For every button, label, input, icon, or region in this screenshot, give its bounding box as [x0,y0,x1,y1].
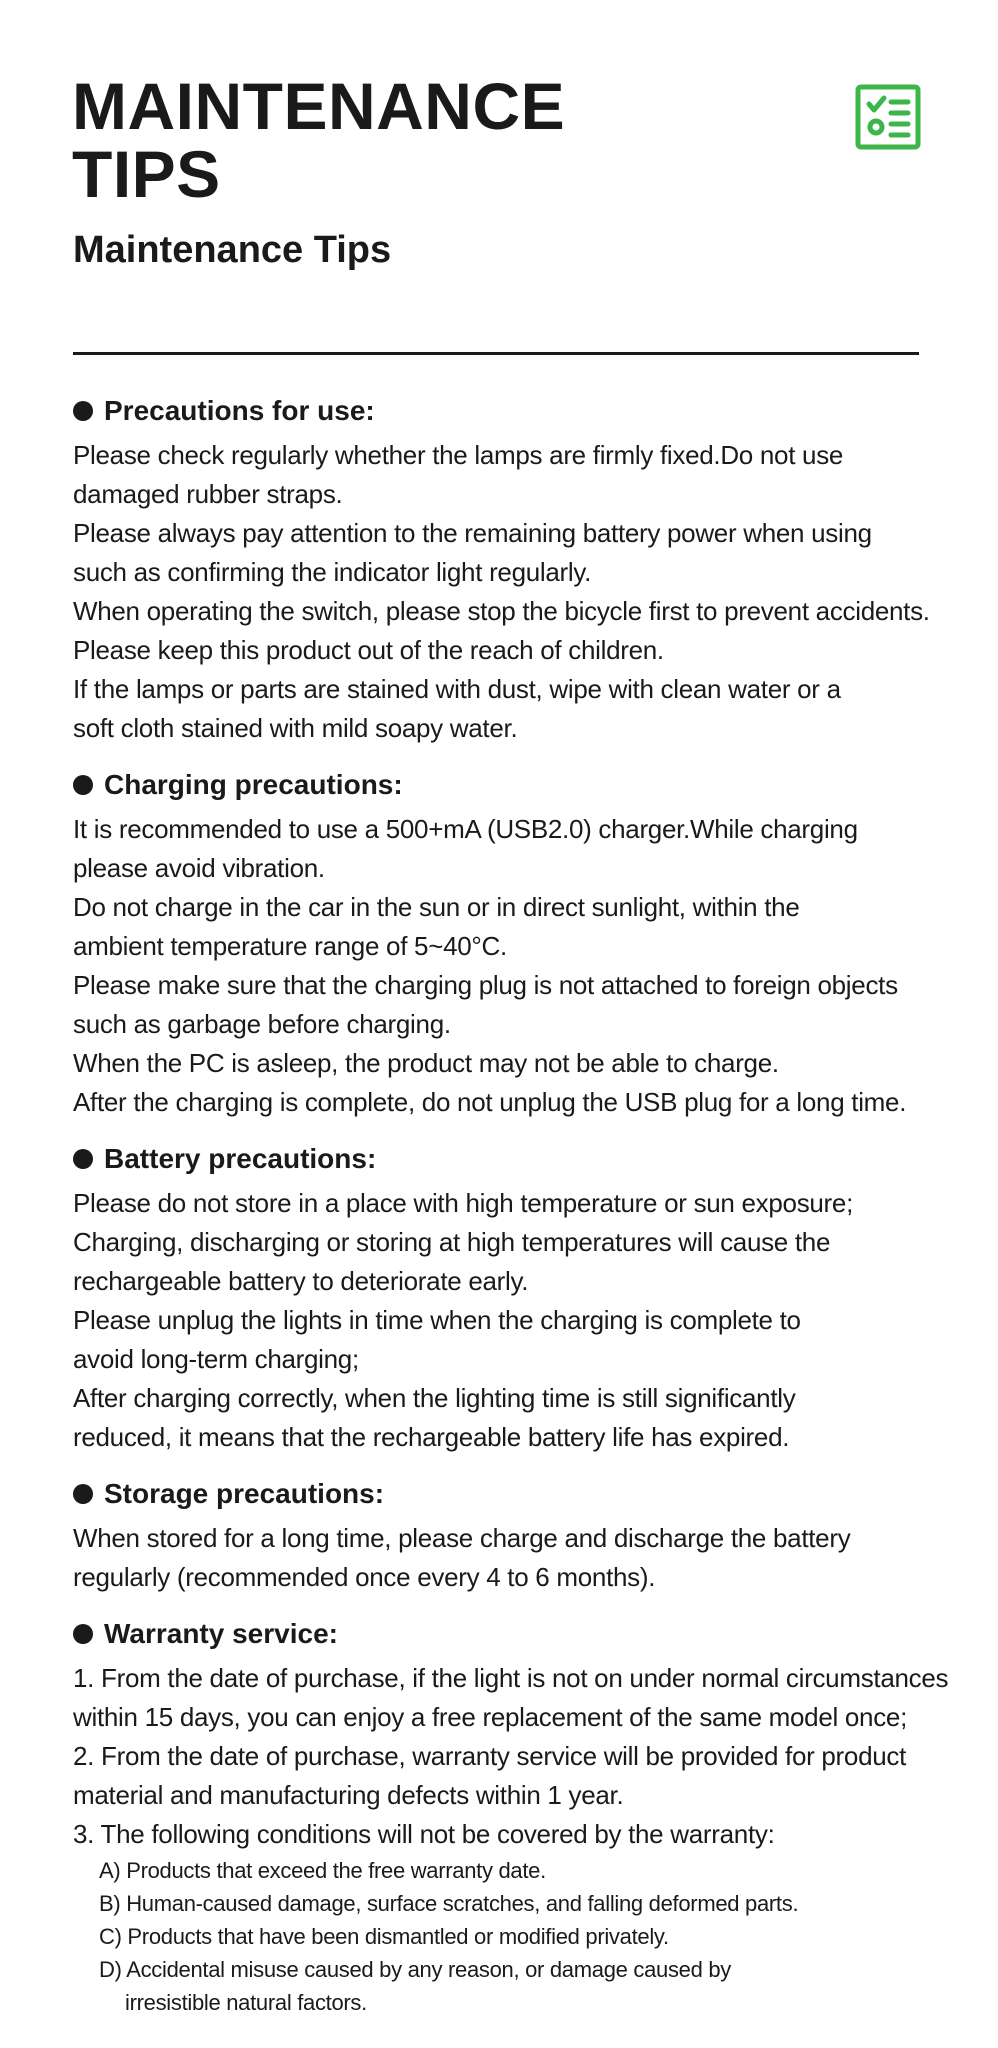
bullet-icon [73,1149,93,1169]
text-line: such as garbage before charging. [73,1009,451,1039]
section-heading-text: Charging precautions: [104,769,403,800]
list-item-continuation: irresistible natural factors. [125,1990,367,2015]
text-line: avoid long-term charging; [73,1344,359,1374]
page-subtitle: Maintenance Tips [73,229,392,271]
section-heading [73,386,973,436]
text-line: soft cloth stained with mild soapy water. [73,713,518,743]
text-line: Please do not store in a place with high temperature or sun exposure; [73,1188,853,1218]
text-line: 1. From the date of purchase, if the light is not on under normal circumstances [73,1663,949,1693]
bullet-icon [73,1484,93,1504]
text-line: After charging correctly, when the lighting time is still significantly [73,1383,796,1413]
section-heading-text: Battery precautions: [104,1143,377,1174]
page-title [72,69,566,211]
text-line: reduced, it means that the rechargeable battery life has expired. [73,1422,790,1452]
section-heading [73,1609,973,1659]
text-line: regularly (recommended once every 4 to 6 months). [73,1562,656,1592]
divider [73,352,919,355]
bullet-icon [73,1624,93,1644]
page-title-line-2: TIPS [72,137,221,211]
section-warranty-service [73,1609,973,2019]
list-item: C) Products that have been dismantled or modified privately. [99,1924,669,1949]
text-line: When the PC is asleep, the product may not be able to charge. [73,1048,779,1078]
text-line: Please keep this product out of the reach of children. [73,635,664,665]
text-line: material and manufacturing defects within 1 year. [73,1780,624,1810]
bullet-icon [73,775,93,795]
text-line: rechargeable battery to deteriorate early. [73,1266,529,1296]
checklist-icon [855,84,921,150]
text-line: When stored for a long time, please charge and discharge the battery [73,1523,851,1553]
text-line: When operating the switch, please stop the bicycle first to prevent accidents. [73,596,930,626]
page-title-line-1: MAINTENANCE [72,69,566,143]
text-line: damaged rubber straps. [73,479,343,509]
text-line: 2. From the date of purchase, warranty service will be provided for product [73,1741,907,1771]
text-line: If the lamps or parts are stained with dust, wipe with clean water or a [73,674,841,704]
section-heading-text: Warranty service: [104,1618,338,1649]
section-charging-precautions [73,760,973,1122]
text-line: Charging, discharging or storing at high temperatures will cause the [73,1227,831,1257]
text-line: Please make sure that the charging plug is not attached to foreign objects [73,970,898,1000]
warranty-exclusions-list [73,1854,973,2019]
section-heading-text: Precautions for use: [104,395,375,426]
text-line: please avoid vibration. [73,853,325,883]
list-item: D) Accidental misuse caused by any reason, or damage caused by [99,1957,731,1982]
section-battery-precautions [73,1134,973,1457]
text-line: Do not charge in the car in the sun or in direct sunlight, within the [73,892,800,922]
text-line: After the charging is complete, do not unplug the USB plug for a long time. [73,1087,907,1117]
text-line: within 15 days, you can enjoy a free replacement of the same model once; [73,1702,908,1732]
section-heading [73,760,973,810]
tips-content [73,386,973,2031]
list-item: A) Products that exceed the free warranty date. [99,1858,546,1883]
text-line: Please check regularly whether the lamps are firmly fixed.Do not use [73,440,844,470]
section-heading [73,1134,973,1184]
list-item: B) Human-caused damage, surface scratches, and falling deformed parts. [99,1891,799,1916]
section-heading [73,1469,973,1519]
section-heading-text: Storage precautions: [104,1478,385,1509]
text-line: such as confirming the indicator light regularly. [73,557,592,587]
section-storage-precautions [73,1469,973,1597]
text-line: It is recommended to use a 500+mA (USB2.0) charger.While charging [73,814,858,844]
text-line: Please always pay attention to the remaining battery power when using [73,518,872,548]
section-precautions-for-use [73,386,973,748]
text-line: 3. The following conditions will not be covered by the warranty: [73,1819,775,1849]
text-line: Please unplug the lights in time when the charging is complete to [73,1305,801,1335]
text-line: ambient temperature range of 5~40°C. [73,931,507,961]
bullet-icon [73,401,93,421]
